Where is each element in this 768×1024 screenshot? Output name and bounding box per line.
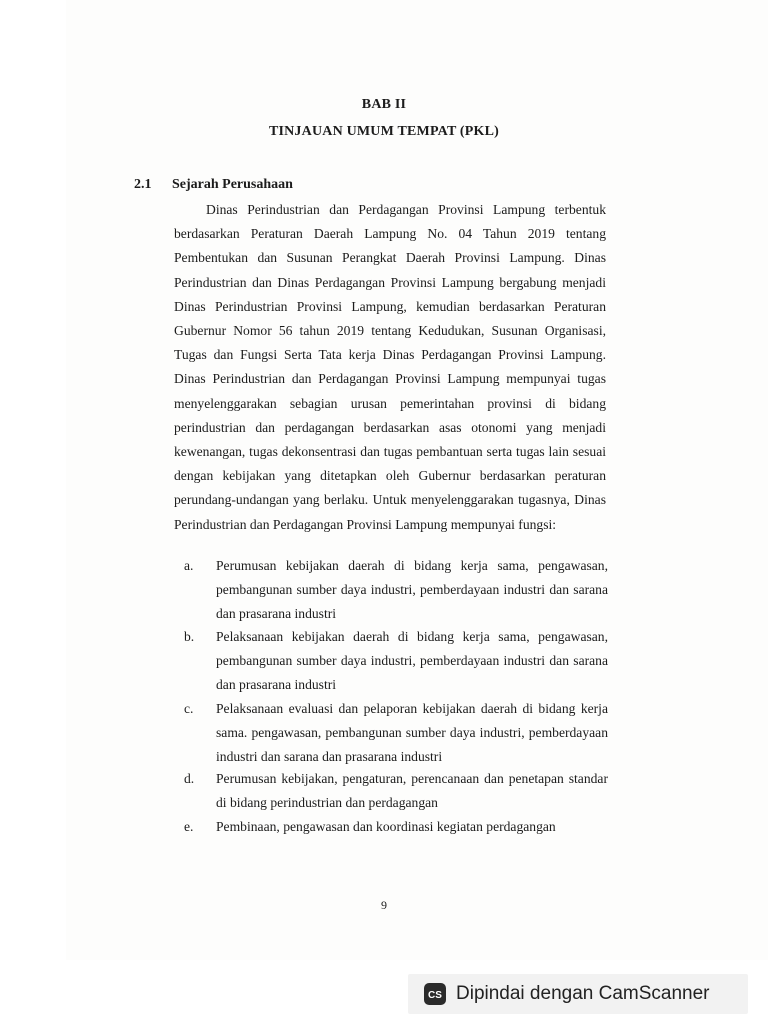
- list-marker: d.: [184, 771, 195, 786]
- list-marker: e.: [184, 819, 194, 834]
- chapter-label: BAB II: [361, 97, 407, 112]
- section-number: 2.1: [134, 177, 152, 192]
- list-item-text: Pelaksanaan kebijakan daerah di bidang kerja sama, pengawasan, pembangunan sumber daya industri, pemberdayaan industri dan sarana dan prasarana industri: [216, 629, 608, 692]
- camscanner-logo-icon: [424, 983, 446, 1005]
- list-item-text: Pembinaan, pengawasan dan koordinasi kegiatan perdagangan: [216, 819, 556, 834]
- list-item-text: Perumusan kebijakan daerah di bidang kerja sama, pengawasan, pembangunan sumber daya industri, pemberdayaan industri dan sarana dan prasarana industri: [216, 558, 608, 621]
- list-marker: a.: [184, 558, 194, 573]
- page-number: 9: [381, 898, 387, 912]
- chapter-title: TINJAUAN UMUM TEMPAT (PKL): [268, 124, 500, 139]
- list-marker: b.: [184, 629, 195, 644]
- list-marker: c.: [184, 701, 194, 716]
- history-paragraph: Dinas Perindustrian dan Perdagangan Provinsi Lampung terbentuk berdasarkan Peraturan Daerah Lampung No. 04 Tahun 2019 tentang Pembentukan dan Susunan Perangkat Daerah Provinsi Lampung. Dinas Perindustrian dan Dinas Perdagangan Provinsi Lampung bergabung menjadi Dinas Perindustrian Provinsi Lampung, kemudian berdasarkan Peraturan Gubernur Nomor 56 tahun 2019 tentang Kedudukan, Susunan Organisasi, Tugas dan Fungsi Serta Tata kerja Dinas Perdagangan Provinsi Lampung. Dinas Perindustrian dan Perdagangan Provinsi Lampung mempunyai tugas menyelenggarakan sebagian urusan pemerintahan provinsi di bidang perindustrian dan perdagangan berdasarkan asas otonomi yang menjadi kewenangan, tugas dekonsentrasi dan tugas pembantuan serta tugas lain sesuai dengan kebijakan yang ditetapkan oleh Gubernur berdasarkan peraturan perundang-undangan yang berlaku. Untuk menyelenggarakan tugasnya, Dinas Perindustrian dan Perdagangan Provinsi Lampung mempunyai fungsi:: [174, 202, 606, 532]
- section-title: Sejarah Perusahaan: [172, 177, 293, 192]
- list-item-text: Perumusan kebijakan, pengaturan, perencanaan dan penetapan standar di bidang perindustrian dan perdagangan: [216, 771, 608, 810]
- watermark-text: Dipindai dengan CamScanner: [456, 983, 710, 1004]
- camscanner-watermark: [408, 974, 748, 1014]
- list-item-text: Pelaksanaan evaluasi dan pelaporan kebijakan daerah di bidang kerja sama. pengawasan, pembangunan sumber daya industri, pemberdayaan industri dan sarana dan prasarana industri: [216, 701, 608, 764]
- camscanner-logo-text: CS: [428, 990, 442, 1000]
- section-heading: [134, 177, 293, 193]
